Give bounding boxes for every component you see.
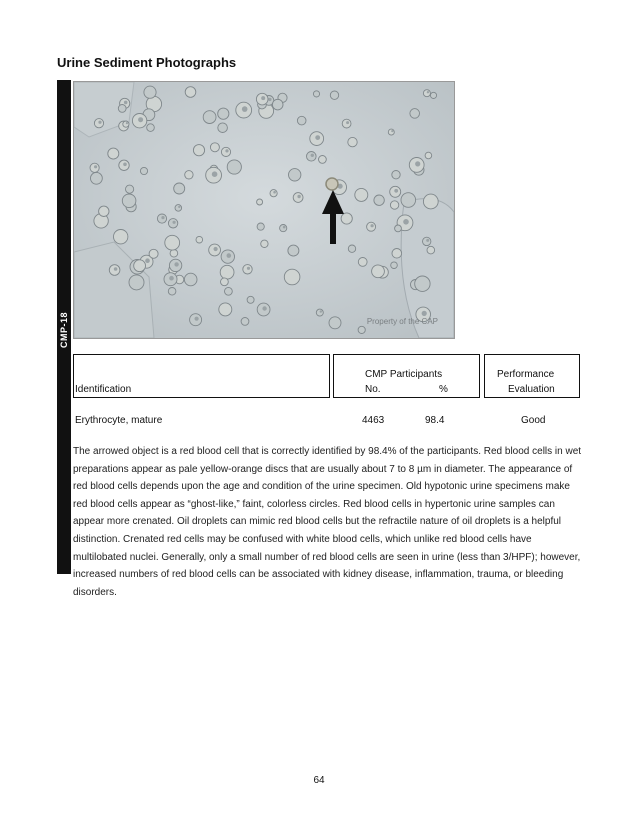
sediment-cell <box>129 275 144 290</box>
sediment-cell <box>174 183 185 194</box>
sediment-cell-nucleus <box>426 239 429 242</box>
sediment-cell <box>241 318 249 326</box>
sediment-cell <box>423 194 438 209</box>
sediment-cell <box>330 91 338 99</box>
sediment-cell-nucleus <box>114 267 118 271</box>
sediment-cell-nucleus <box>311 154 314 157</box>
evaluation-header: Evaluation <box>508 384 555 395</box>
sediment-cell <box>149 249 158 258</box>
sediment-cell <box>218 123 228 133</box>
sediment-cell <box>392 249 402 259</box>
sediment-cell <box>196 236 203 243</box>
sediment-cell <box>257 199 263 205</box>
sediment-cell <box>108 148 119 159</box>
sediment-cell <box>118 105 126 113</box>
sediment-cell <box>123 121 129 127</box>
row-evaluation: Good <box>521 415 546 426</box>
sediment-cell-nucleus <box>273 191 276 194</box>
performance-header: Performance <box>497 369 555 380</box>
sediment-cell-nucleus <box>283 226 286 229</box>
sediment-cell-nucleus <box>427 91 429 93</box>
sediment-cell-nucleus <box>268 98 271 101</box>
pct-header: % <box>439 384 448 395</box>
sediment-cell-nucleus <box>262 306 266 310</box>
sediment-cell-nucleus <box>371 224 374 227</box>
sediment-cell <box>415 276 430 291</box>
sediment-cell <box>203 111 216 124</box>
sediment-cell <box>99 206 109 216</box>
sediment-cell-nucleus <box>225 149 228 152</box>
sediment-cell-nucleus <box>297 195 300 198</box>
sediment-cell <box>184 273 197 286</box>
description-paragraph: The arrowed object is a red blood cell that is correctly identified by 98.4% of the participants. Red blood cells in wet preparations appear as pale yellow-orange discs that are usually about 7 to 8 µm in diameter. The appearance of red blood cells depends upon the age and condition of the urine specimen. Old hypotonic urine specimens make red blood cells appear as “ghost-like,” faint, colorless circles. Red blood cells in hypertonic urine samples can appear more crenated. Oil droplets can mimic red blood cells but the refractile nature of oil droplets is a helpful distinction. Crenated red cells may be confused with white blood cells, which unlike red blood cells have multilobated nuclei. Generally, only a small number of red blood cells are seen in urine (less than 3/HPF); however, increased numbers of red blood cells can be associated with kidney disease, inflammation, trauma, or bleeding disorders. <box>73 446 582 598</box>
sediment-cell-nucleus <box>124 101 128 105</box>
sediment-cell <box>348 245 355 252</box>
sediment-cell <box>410 109 420 119</box>
sediment-cell <box>91 172 103 184</box>
sediment-cell-nucleus <box>123 163 127 167</box>
sediment-cell <box>427 246 435 254</box>
sediment-cell <box>390 201 398 209</box>
sediment-cell <box>401 193 416 208</box>
sediment-cell <box>134 260 146 272</box>
sediment-cell-nucleus <box>173 221 176 224</box>
sediment-cell-nucleus <box>247 267 250 270</box>
sediment-cell <box>313 91 319 97</box>
sediment-cell <box>165 235 180 250</box>
sediment-cell <box>219 303 232 316</box>
sediment-cell <box>355 188 368 201</box>
sediment-cell-nucleus <box>403 219 409 225</box>
sediment-cell-nucleus <box>214 247 218 251</box>
sediment-cell <box>220 265 234 279</box>
sediment-cell-nucleus <box>169 276 174 281</box>
sediment-cell <box>316 309 323 316</box>
sediment-cell <box>374 195 384 205</box>
micrograph-image <box>74 82 454 338</box>
sediment-cell <box>297 116 306 125</box>
sediment-cell <box>193 145 204 156</box>
sediment-cell <box>147 124 155 132</box>
target-red-blood-cell <box>326 178 338 190</box>
sediment-cell <box>358 258 367 267</box>
sediment-cell-nucleus <box>174 262 178 266</box>
sediment-cell-nucleus <box>195 317 199 321</box>
sediment-cell-nucleus <box>346 121 349 124</box>
sediment-cell-nucleus <box>242 106 248 112</box>
sediment-cell-nucleus <box>98 121 101 124</box>
sediment-cell <box>175 205 182 212</box>
sediment-cell <box>289 169 301 181</box>
sediment-cell <box>221 278 229 286</box>
sediment-cell <box>122 194 136 208</box>
sediment-cell <box>319 156 327 164</box>
photo-watermark: Property of the CAP <box>366 317 438 326</box>
row-no: 4463 <box>362 415 385 426</box>
sediment-cell-nucleus <box>161 216 164 219</box>
side-label <box>57 300 71 360</box>
sediment-cell <box>430 92 436 98</box>
sediment-cell <box>423 90 430 97</box>
sediment-cell <box>280 225 287 232</box>
sediment-cell <box>284 269 300 285</box>
sediment-cell-nucleus <box>320 310 322 312</box>
sediment-cell <box>329 317 341 329</box>
page-number: 64 <box>313 775 325 786</box>
sediment-cell <box>288 245 299 256</box>
sediment-cell <box>170 250 178 258</box>
sediment-cell-nucleus <box>315 135 320 140</box>
sediment-cell <box>210 143 219 152</box>
sediment-cell <box>114 230 128 244</box>
sediment-cell <box>341 213 352 224</box>
sediment-cell-nucleus <box>422 311 427 316</box>
urine-sediment-photo <box>73 81 455 339</box>
cmp-participants-header: CMP Participants <box>365 369 443 380</box>
no-header: No. <box>365 384 381 395</box>
identification-header: Identification <box>75 384 132 395</box>
sediment-cell <box>225 287 233 295</box>
sediment-cell <box>185 171 193 179</box>
sediment-cell <box>247 296 254 303</box>
sediment-cell <box>391 262 398 269</box>
sediment-cell <box>126 185 134 193</box>
sediment-cell-nucleus <box>394 189 398 193</box>
sediment-cell <box>140 167 147 174</box>
sediment-cell <box>395 225 402 232</box>
sediment-cell-nucleus <box>126 122 128 124</box>
sediment-cell-nucleus <box>261 96 265 100</box>
sediment-cell <box>168 288 176 296</box>
side-label-text: CMP-18 <box>59 311 69 349</box>
sediment-cell-nucleus <box>178 206 180 208</box>
section-title: Urine Sediment Photographs <box>57 55 237 70</box>
sediment-cell <box>425 152 432 159</box>
sediment-cell-nucleus <box>415 161 420 166</box>
sediment-cell-nucleus <box>212 171 218 177</box>
sediment-cell-nucleus <box>391 130 393 132</box>
sediment-cell <box>261 240 268 247</box>
row-identification: Erythrocyte, mature <box>75 415 163 426</box>
sediment-cell <box>392 171 400 179</box>
row-pct: 98.4 <box>425 415 445 426</box>
sediment-cell <box>257 223 264 230</box>
sediment-cell <box>270 190 277 197</box>
sediment-cell <box>185 87 196 98</box>
sediment-cell <box>227 160 241 174</box>
sediment-cell-nucleus <box>138 117 143 122</box>
sediment-cell-nucleus <box>145 258 150 263</box>
sediment-cell-nucleus <box>227 253 232 258</box>
sediment-cell <box>348 137 357 146</box>
sediment-cell <box>358 326 365 333</box>
sediment-cell <box>218 108 229 119</box>
sediment-cell <box>272 99 283 110</box>
sediment-cell <box>372 265 385 278</box>
sediment-cell-nucleus <box>94 165 97 168</box>
sediment-cell <box>388 129 394 135</box>
sediment-cell <box>144 86 156 98</box>
